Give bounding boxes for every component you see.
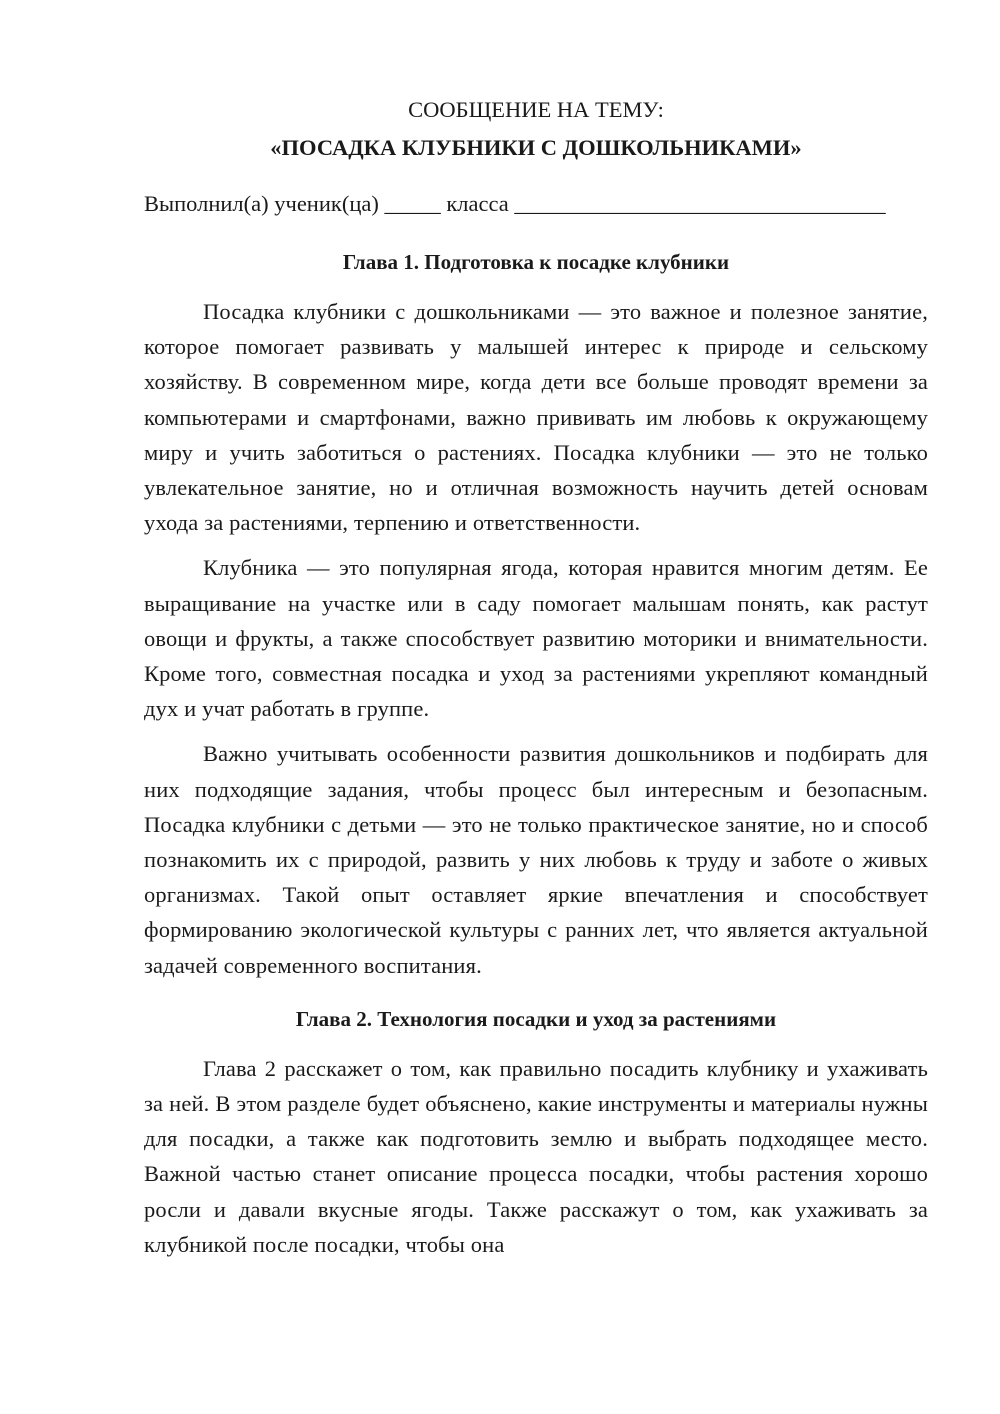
- document-page: [144, 92, 928, 1262]
- document-title: «ПОСАДКА КЛУБНИКИ С ДОШКОЛЬНИКАМИ»: [270, 135, 802, 160]
- document-heading: СООБЩЕНИЕ НА ТЕМУ:: [408, 97, 664, 122]
- chapter-1-title: Глава 1. Подготовка к посадке клубники: [342, 250, 730, 274]
- name-blank: _________________________________: [514, 191, 886, 216]
- grade-blank: _____: [384, 191, 441, 216]
- chapter-2-title: Глава 2. Технология посадки и уход за растениями: [295, 1006, 777, 1031]
- author-label: Выполнил(а) ученик(ца): [144, 191, 379, 216]
- chapter-2-paragraph-1: Глава 2 расскажет о том, как правильно посадить клубнику и ухаживать за ней. В этом разделе будет объяснено, какие инструменты и материалы нужны для посадки, а также как подготовить землю и выбрать подходящее место. Важной частью станет описание процесса посадки, чтобы растения хорошо росли и давали вкусные ягоды. Также расскажут о том, как ухаживать за клубникой после посадки, чтобы она: [144, 1055, 928, 1257]
- class-label: класса: [446, 191, 509, 216]
- chapter-1-paragraph-3: Важно учитывать особенности развития дошкольников и подбирать для них подходящие задания, чтобы процесс был интересным и безопасным. Посадка клубники с детьми — это не только практическое занятие, но и способ познакомить их с природой, развить у них любовь к труду и заботе о живых организмах. Такой опыт оставляет яркие впечатления и способствует формированию экологической культуры с ранних лет, что является актуальной задачей современного воспитания.: [144, 741, 928, 978]
- author-line: [144, 186, 928, 222]
- chapter-1-paragraph-1: Посадка клубники с дошкольниками — это важное и полезное занятие, которое помогает развивать у малышей интерес к природе и сельскому хозяйству. В современном мире, когда дети все больше проводят времени за компьютерами и смартфонами, важно прививать им любовь к окружающему миру и учить заботиться о растениях. Посадка клубники — это не только увлекательное занятие, но и отличная возможность научить детей основам ухода за растениями, терпению и ответственности.: [144, 299, 928, 536]
- chapter-1-paragraph-2: Клубника — это популярная ягода, которая нравится многим детям. Ее выращивание на участке или в саду помогает малышам понять, как растут овощи и фрукты, а также способствует развитию моторики и внимательности. Кроме того, совместная посадка и уход за растениями укрепляют командный дух и учат работать в группе.: [144, 555, 928, 722]
